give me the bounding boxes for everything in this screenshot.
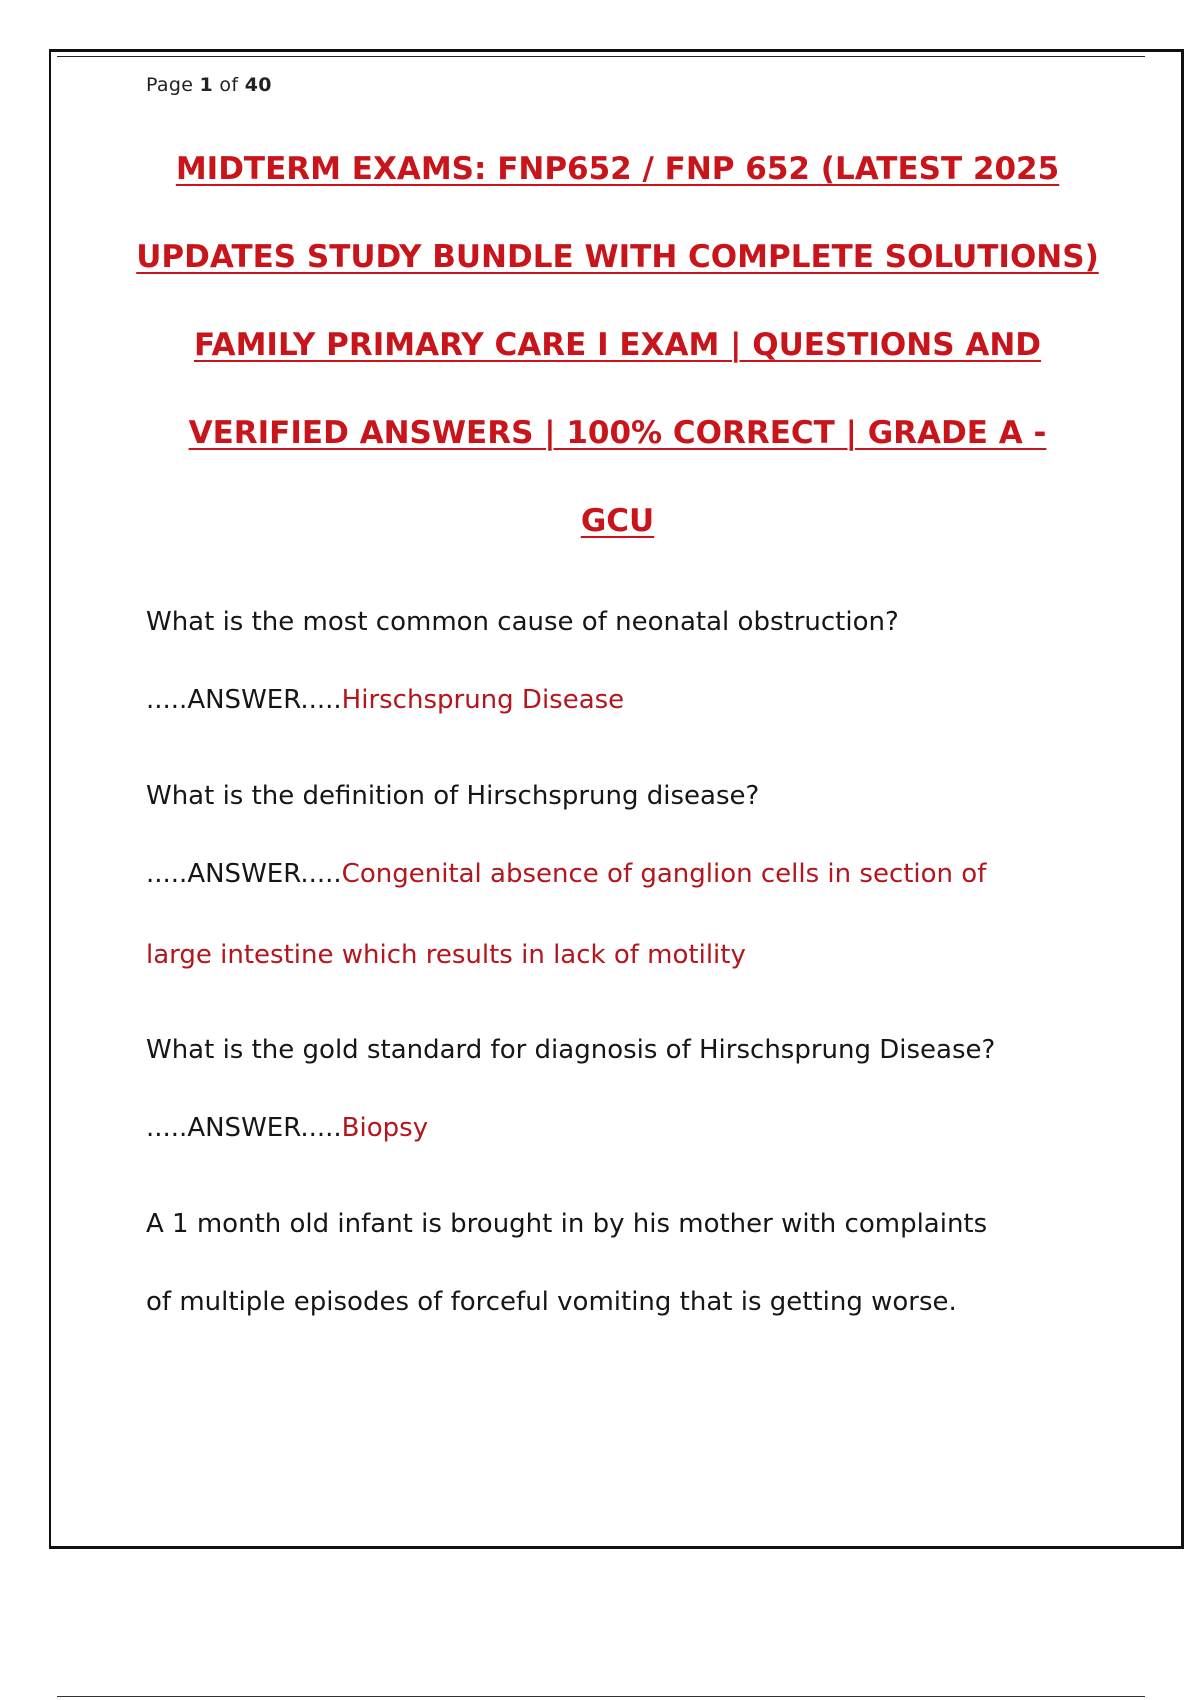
page-indicator xyxy=(146,74,272,96)
question-4: A 1 month old infant is brought in by his mother with complaints xyxy=(146,1209,988,1239)
page-total: 40 xyxy=(244,74,272,96)
answer-1 xyxy=(146,660,1096,740)
answer-2-continued: large intestine which results in lack of motility xyxy=(146,940,746,970)
title-line-5: GCU xyxy=(580,503,655,539)
answer-prefix: .....ANSWER..... xyxy=(146,685,342,715)
page-of-label: of xyxy=(219,74,239,96)
next-page-rule xyxy=(57,1696,1145,1697)
answer-text: Hirschsprung Disease xyxy=(341,685,625,715)
page-label: Page xyxy=(146,74,194,96)
title-line-3: FAMILY PRIMARY CARE I EXAM | QUESTIONS AND xyxy=(193,327,1042,363)
answer-3 xyxy=(146,1088,1096,1168)
question-2: What is the definition of Hirschsprung disease? xyxy=(146,781,760,811)
answer-prefix: .....ANSWER..... xyxy=(146,859,342,889)
title-line-1: MIDTERM EXAMS: FNP652 / FNP 652 (LATEST 2025 xyxy=(175,151,1060,187)
document-title xyxy=(100,138,1135,578)
question-3: What is the gold standard for diagnosis of Hirschsprung Disease? xyxy=(146,1035,996,1065)
title-line-2: UPDATES STUDY BUNDLE WITH COMPLETE SOLUTIONS) xyxy=(136,239,1099,275)
answer-2 xyxy=(146,834,1096,914)
answer-text: Congenital absence of ganglion cells in section of xyxy=(341,859,987,889)
question-1: What is the most common cause of neonatal obstruction? xyxy=(146,607,899,637)
answer-text: Biopsy xyxy=(341,1113,429,1143)
page-current: 1 xyxy=(199,74,214,96)
answer-prefix: .....ANSWER..... xyxy=(146,1113,342,1143)
question-4-continued: of multiple episodes of forceful vomiting that is getting worse. xyxy=(146,1287,957,1317)
title-line-4: VERIFIED ANSWERS | 100% CORRECT | GRADE A - xyxy=(188,415,1047,451)
